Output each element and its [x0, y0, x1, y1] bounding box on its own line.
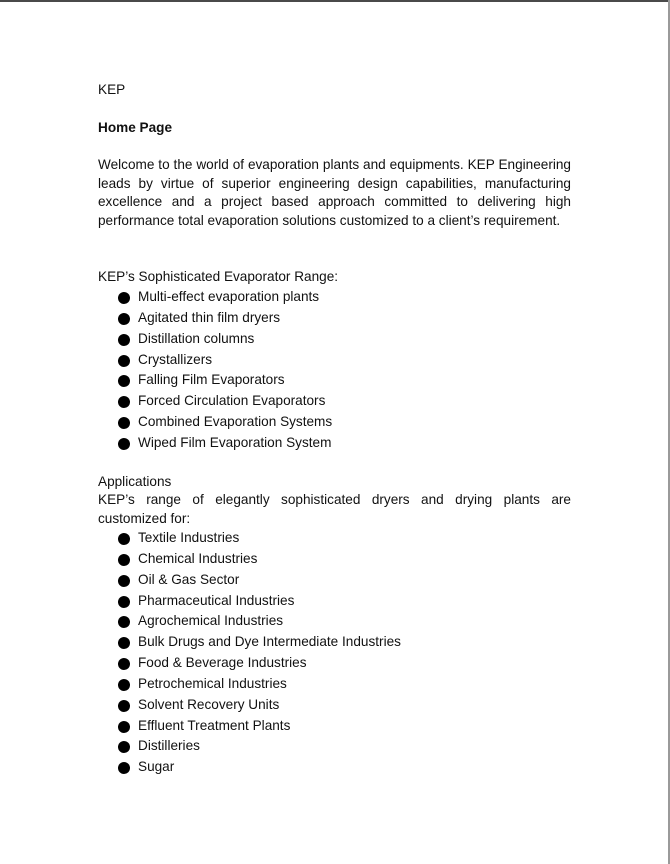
list-item	[98, 549, 401, 570]
list-item-label: Agitated thin film dryers	[138, 309, 281, 325]
bullet-icon	[118, 375, 130, 387]
list-item	[98, 591, 401, 612]
bullet-icon	[118, 616, 130, 628]
list-item-label: Distilleries	[138, 738, 200, 754]
list-item	[98, 370, 332, 391]
list-item	[98, 653, 401, 674]
list-item	[98, 329, 332, 350]
list-item-label: Food & Beverage Industries	[138, 655, 307, 671]
list-item	[98, 350, 332, 371]
bullet-icon	[118, 396, 130, 408]
bullet-icon	[118, 741, 130, 753]
list-item	[98, 695, 401, 716]
list-item-label: Agrochemical Industries	[138, 613, 284, 629]
list-item	[98, 287, 332, 308]
list-item-label: Chemical Industries	[138, 550, 258, 566]
range-heading: KEP’s Sophisticated Evaporator Range:	[98, 269, 339, 284]
list-item-label: Solvent Recovery Units	[138, 696, 280, 712]
list-item-label: Falling Film Evaporators	[138, 372, 285, 388]
bullet-icon	[118, 533, 130, 545]
bullet-icon	[118, 679, 130, 691]
list-item-label: Petrochemical Industries	[138, 675, 287, 691]
list-item	[98, 391, 332, 412]
bullet-icon	[118, 292, 130, 304]
bullet-icon	[118, 596, 130, 608]
applications-intro: KEP’s range of elegantly sophisticated dryers and drying plants are customized for:	[98, 492, 571, 526]
list-item-label: Crystallizers	[138, 351, 213, 367]
list-item	[98, 716, 401, 737]
list-item-label: Bulk Drugs and Dye Intermediate Industries	[138, 634, 401, 650]
bullet-icon	[118, 355, 130, 367]
intro-paragraph: Welcome to the world of evaporation plants and equipments. KEP Engineering leads by virtue of superior engineering design capabilities, manufacturing excellence and a project based approach committed to delivering high performance total evaporation solutions customized to a client’s requirement.	[98, 157, 571, 229]
applications-heading: Applications	[98, 474, 172, 489]
list-item	[98, 757, 401, 778]
bullet-icon	[118, 637, 130, 649]
bullet-icon	[118, 417, 130, 429]
page-heading: Home Page	[98, 120, 173, 135]
bullet-icon	[118, 334, 130, 346]
list-item	[98, 433, 332, 454]
bullet-icon	[118, 721, 130, 733]
bullet-icon	[118, 438, 130, 450]
company-name: KEP	[98, 82, 126, 97]
list-item-label: Sugar	[138, 759, 175, 775]
window-top-border	[0, 0, 670, 2]
applications-list	[98, 528, 401, 778]
bullet-icon	[118, 762, 130, 774]
evaporator-range-list	[98, 287, 332, 454]
list-item-label: Wiped Film Evaporation System	[138, 434, 332, 450]
bullet-icon	[118, 700, 130, 712]
list-item	[98, 308, 332, 329]
bullet-icon	[118, 313, 130, 325]
list-item-label: Multi-effect evaporation plants	[138, 289, 320, 304]
list-item-label: Forced Circulation Evaporators	[138, 393, 326, 409]
list-item-label: Textile Industries	[138, 530, 240, 545]
bullet-icon	[118, 575, 130, 587]
bullet-icon	[118, 658, 130, 670]
list-item-label: Combined Evaporation Systems	[138, 414, 333, 430]
list-item	[98, 528, 401, 549]
list-item	[98, 674, 401, 695]
list-item	[98, 570, 401, 591]
list-item	[98, 611, 401, 632]
list-item	[98, 632, 401, 653]
list-item	[98, 736, 401, 757]
list-item-label: Distillation columns	[138, 330, 255, 346]
list-item-label: Oil & Gas Sector	[138, 571, 240, 587]
list-item-label: Pharmaceutical Industries	[138, 592, 295, 608]
list-item-label: Effluent Treatment Plants	[138, 717, 291, 733]
bullet-icon	[118, 554, 130, 566]
list-item	[98, 412, 332, 433]
